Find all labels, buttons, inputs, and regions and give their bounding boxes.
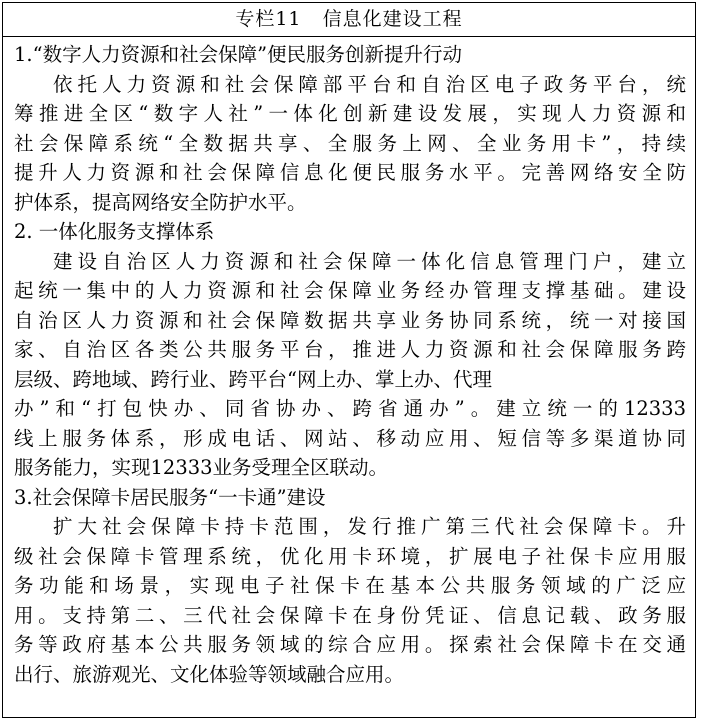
column-box	[2, 2, 696, 718]
section-3-heading: 3.社会保障卡居民服务“一卡通”建设	[14, 485, 326, 509]
section-2-paragraph-line: 家、自治区各类公共服务平台，推进人力资源和社会保障服务跨	[14, 338, 686, 361]
section-3-paragraph-line: 务等政府基本公共服务领域的综合应用。探索社会保障卡在交通	[14, 633, 686, 656]
section-1-paragraph-line: 社会保障系统“全数据共享、全服务上网、全业务用卡”，持续	[14, 131, 686, 155]
section-2-paragraph-line: 线上服务体系，形成电话、网站、移动应用、短信等多渠道协同	[14, 426, 686, 450]
section-3-paragraph-line: 用。支持第二、三代社会保障卡在身份凭证、信息记载、政务服	[14, 603, 686, 627]
section-3-paragraph-line: 级社会保障卡管理系统，优化用卡环境，扩展电子社保卡应用服	[14, 544, 686, 568]
section-1-heading: 1.“数字人力资源和社会保障”便民服务创新提升行动	[14, 43, 463, 66]
section-1-paragraph-line: 护体系，提高网络安全防护水平。	[14, 190, 307, 214]
section-2-paragraph-line: 自治区人力资源和社会保障数据共享业务协同系统，统一对接国	[14, 308, 686, 332]
section-2-paragraph-line: 建设自治区人力资源和社会保障一体化信息管理门户，建立	[53, 249, 686, 273]
section-2-heading: 2. 一体化服务支撑体系	[14, 220, 215, 243]
column-title: 专栏11 信息化建设工程	[3, 3, 695, 37]
section-3-paragraph-line: 扩大社会保障卡持卡范围，发行推广第三代社会保障卡。升	[53, 515, 686, 538]
section-3-paragraph-line: 务功能和场景，实现电子社保卡在基本公共服务领域的广泛应	[14, 574, 686, 597]
section-1-paragraph-line: 筹推进全区“数字人社”一体化创新建设发展，实现人力资源和	[14, 102, 686, 125]
section-2-paragraph-line: 起统一集中的人力资源和社会保障业务经办管理支撑基础。建设	[14, 279, 686, 302]
section-2-paragraph-line: 办”和“打包快办、同省协办、跨省通办”。建立统一的12333	[14, 397, 686, 420]
section-2-paragraph-line: 层级、跨地域、跨行业、跨平台“网上办、掌上办、代理	[14, 367, 492, 391]
section-3-paragraph-line: 出行、旅游观光、文化体验等领域融合应用。	[14, 662, 405, 686]
section-2-paragraph-line: 服务能力，实现12333业务受理全区联动。	[14, 456, 389, 479]
section-1-paragraph-line: 依托人力资源和社会保障部平台和自治区电子政务平台，统	[53, 72, 686, 96]
column-body	[3, 37, 695, 689]
section-1-paragraph-line: 提升人力资源和社会保障信息化便民服务水平。完善网络安全防	[14, 161, 686, 184]
